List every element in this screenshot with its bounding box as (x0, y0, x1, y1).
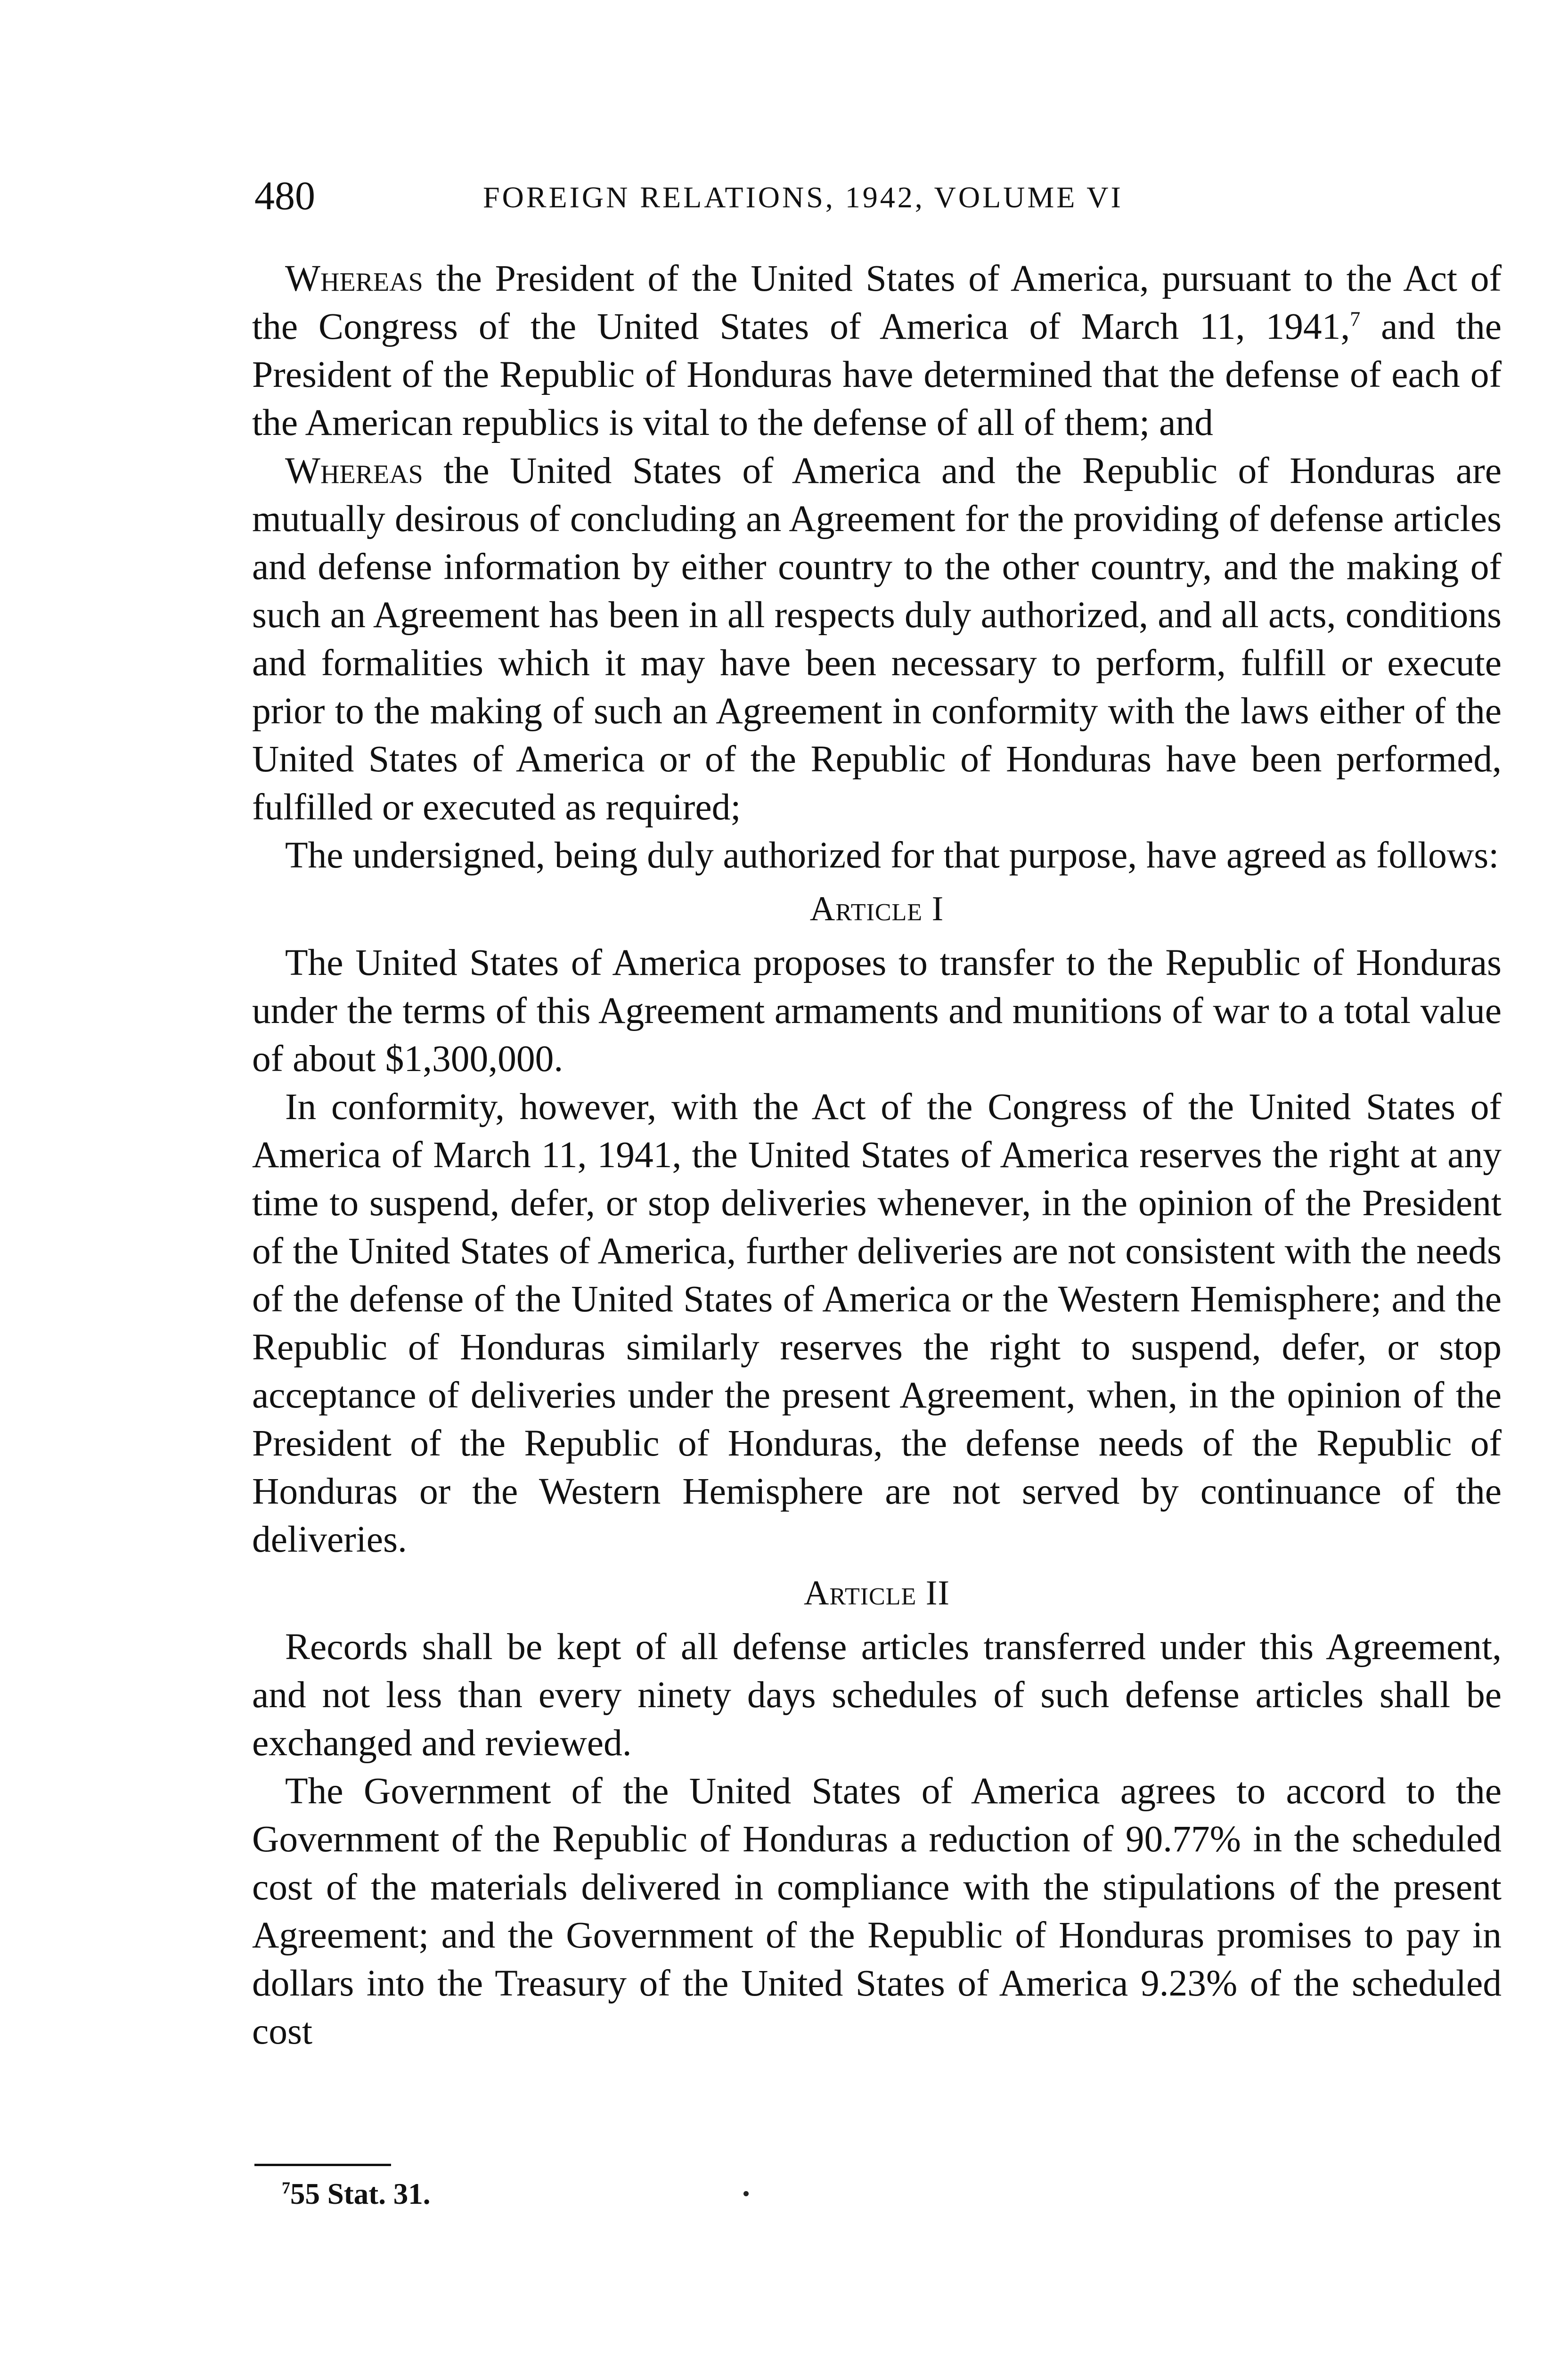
footnote-text: 55 Stat. 31. (290, 2177, 431, 2210)
article-1-heading (252, 879, 1502, 939)
scan-speck (743, 2191, 749, 2196)
paragraph-records: Records shall be kept of all defense articles transferred under this Agreement, and not less than every ninety days schedules of such defense articles shall be exchanged and reviewed. (252, 1626, 1502, 1764)
article-2-heading (252, 1563, 1502, 1623)
paragraph-text: and the President of the Republic of Honduras have determined that the defense of each of the American republics is vital to the defense of all of them; and (252, 306, 1502, 443)
paragraph-whereas-1 (252, 254, 1502, 447)
footnote-divider (254, 2164, 391, 2166)
running-head: FOREIGN RELATIONS, 1942, VOLUME VI (483, 180, 1123, 214)
page-header (254, 170, 1508, 226)
paragraph-government: The Government of the United States of America agrees to accord to the Government of the Republic of Honduras a reduction of 90.77% in the scheduled cost of the materials delivered in compliance with the stipulations of the present Agreement; and the Government of the Republic of Honduras promises to pay in dollars into the Treasury of the United States of America 9.23% of the scheduled cost (252, 1770, 1502, 2052)
whereas-lead-word: Whereas (285, 450, 423, 491)
page-number: 480 (254, 173, 315, 218)
paragraph-whereas-2 (252, 447, 1502, 831)
paragraph-conformity: In conformity, however, with the Act of the Congress of the United States of America of March 11, 1941, the United States of America reserves the right at any time to suspend, defer, or stop deliveries whenever, in the opinion of the President of the United States of America, further deliveries are not consistent with the needs of the defense of the United States of America or the Western Hemisphere; and the Republic of Honduras similarly reserves the right to suspend, defer, or stop acceptance of deliveries under the present Agreement, when, in the opinion of the President of the Republic of Honduras, the defense needs of the Republic of Honduras or the Western Hemisphere are not served by continuance of the deliveries. (252, 1086, 1502, 1560)
article-word: Article (803, 1574, 917, 1612)
body-text (252, 254, 1502, 2158)
footnote (282, 2174, 431, 2214)
paragraph-text: the President of the United States of America, pursuant to the Act of the Congress of the United States of America of March 11, 1941, (252, 258, 1502, 347)
footnote-reference: 7 (1350, 307, 1361, 331)
article-word: Article (809, 890, 923, 928)
article-numeral: II (916, 1574, 950, 1612)
footnote-marker: 7 (282, 2178, 290, 2197)
paragraph-undersigned: The undersigned, being duly authorized for that purpose, have agreed as follows: (285, 834, 1499, 876)
paragraph-transfer: The United States of America proposes to transfer to the Republic of Honduras under the terms of this Agreement armaments and munitions of war to a total value of about $1,300,000. (252, 942, 1502, 1080)
whereas-lead-word: Whereas (285, 258, 423, 299)
paragraph-text: the United States of America and the Republic of Honduras are mutually desirous of concluding an Agreement for the providing of defense articles and defense information by either country to the other country, and the making of such an Agreement has been in all respects duly authorized, and all acts, conditions and formalities which it may have been necessary to perform, fulfill or execute prior to the making of such an Agreement in conformity with the laws either of the United States of America or of the Republic of Honduras have been performed, fulfilled or executed as required; (252, 450, 1502, 828)
article-numeral: I (923, 890, 944, 928)
